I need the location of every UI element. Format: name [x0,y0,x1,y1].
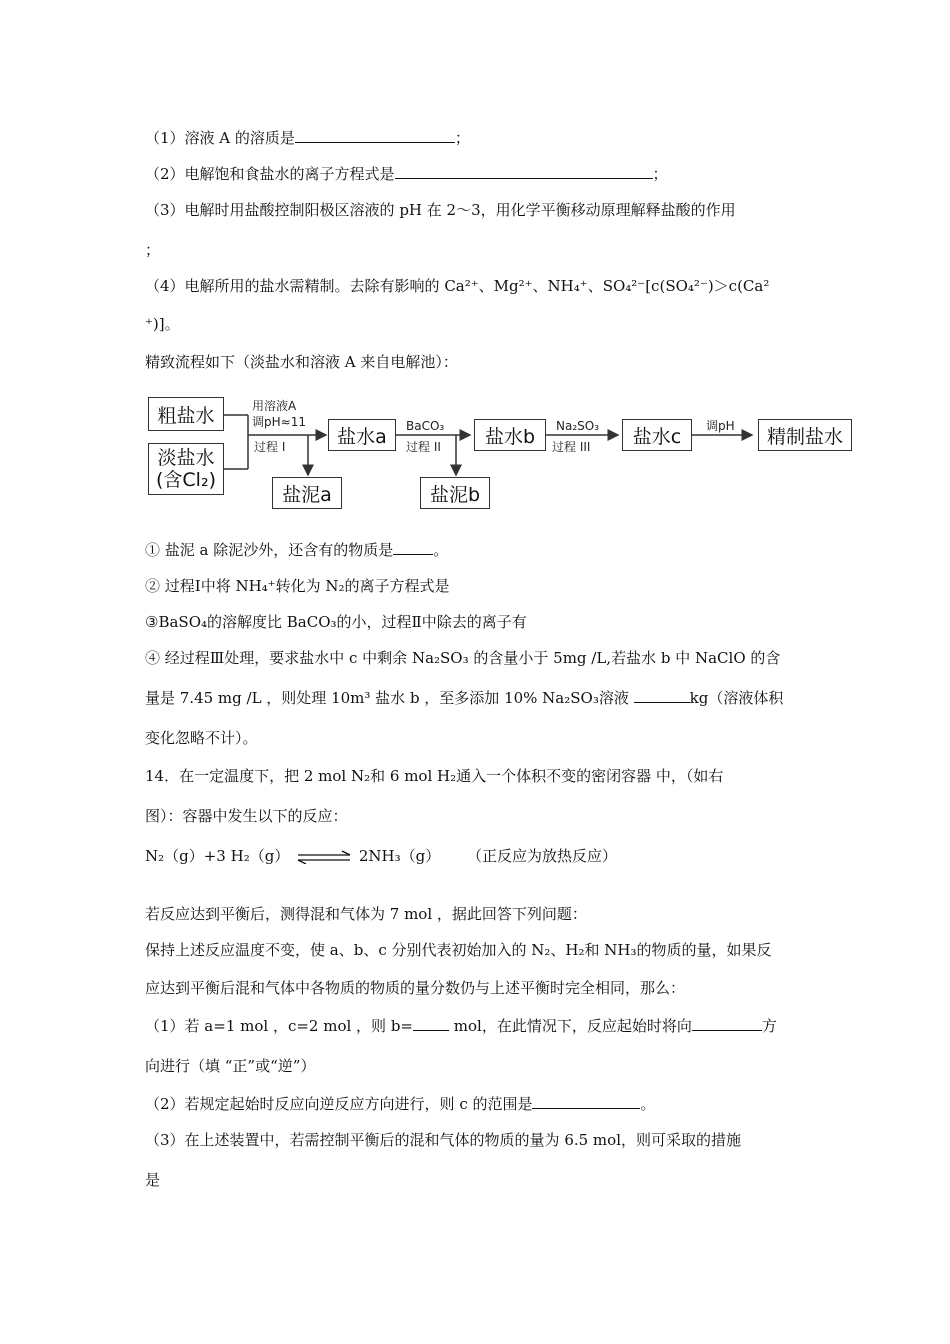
q14-setup-cont: 应达到平衡后混和气体中各物质的物质的量分数仍与上述平衡时完全相同，那么： [145,979,686,997]
answer-blank[interactable] [413,1016,449,1031]
q14-part3: （3）在上述装置中，若需控制平衡后的混和气体的物质的量为 6.5 mol，则可采取的措施 [145,1131,741,1149]
q13-part3-cont: ； [145,241,161,259]
step3-reagent: Na₂SO₃ [556,419,600,433]
refined-brine-box: 精制盐水 [758,419,852,451]
q13-sub4-end: 变化忽略不计）。 [145,729,258,747]
mud-a-box: 盐泥a [272,477,342,509]
step1-label: 过程 I [254,440,286,454]
process-flow-diagram [138,385,858,520]
q14-part1: （1）若 a=1 mol ，c=2 mol ，则 b= mol，在此情况下，反应起始时将向 方 [145,1017,777,1035]
coarse-brine-box: 粗盐水 [148,397,224,431]
step4-label: 调pH [706,419,735,433]
answer-blank[interactable] [295,128,455,143]
answer-blank[interactable] [692,1016,762,1031]
step2-label: 过程 II [406,440,441,454]
q13-sub4: ④ 经过程Ⅲ处理，要求盐水中 c 中剩余 Na₂SO₃ 的含量小于 5mg /L,若盐水 b 中 NaClO 的含 [145,649,781,667]
q14-equation: N₂（g）+3 H₂（g） 2NH₃（g） （正反应为放热反应） [145,847,618,865]
q13-part4-cont: ⁺)]。 [145,315,180,333]
step3-label: 过程 III [552,440,591,454]
q14-stem-cont: 图）：容器中发生以下的反应： [145,807,348,825]
q13-sub1: ① 盐泥 a 除泥沙外，还含有的物质是 。 [145,541,449,559]
q14-stem: 14．在一定温度下，把 2 mol N₂和 6 mol H₂通入一个体积不变的密闭容器 中，（如右 [145,767,724,785]
q13-part1: （1）溶液 A 的溶质是 ； [145,129,470,147]
q14-part3-cont: 是 [145,1171,161,1189]
answer-blank[interactable] [393,540,433,555]
q14-part1-cont: 向进行（填 “正”或“逆”） [145,1057,316,1075]
flow-intro: 精致流程如下（淡盐水和溶液 A 来自电解池）： [145,353,458,371]
answer-blank[interactable] [395,164,653,179]
q14-setup: 保持上述反应温度不变，使 a、b、c 分别代表初始加入的 N₂、H₂和 NH₃的物质的量，如果反 [145,941,772,959]
q13-part4: （4）电解所用的盐水需精制。去除有影响的 Ca²⁺、Mg²⁺、NH₄⁺、SO₄²⁻[c(SO₄²⁻)＞c(Ca² [145,277,770,295]
q13-sub4-cont: 量是 7.45 mg /L ，则处理 10m³ 盐水 b ，至多添加 10% Na₂SO₃溶液 kg（溶液体积 [145,689,784,707]
brine-c-box: 盐水c [622,419,692,451]
light-brine-box: 淡盐水 (含Cl₂) [148,443,224,495]
brine-b-box: 盐水b [474,419,546,451]
mud-b-box: 盐泥b [420,477,490,509]
q14-part2: （2）若规定起始时反应向逆反应方向进行，则 c 的范围是 。 [145,1095,656,1113]
flow-arrows [138,385,858,520]
equilibrium-arrow-icon [296,850,352,864]
brine-a-box: 盐水a [328,419,396,451]
answer-blank[interactable] [532,1094,640,1109]
q13-sub3: ③BaSO₄的溶解度比 BaCO₃的小，过程Ⅱ中除去的离子有 [145,613,527,631]
answer-blank[interactable] [634,688,690,703]
step2-reagent: BaCO₃ [406,419,445,433]
q13-sub2: ② 过程Ⅰ中将 NH₄⁺转化为 N₂的离子方程式是 [145,577,450,595]
q13-part2: （2）电解饱和食盐水的离子方程式是 ； [145,165,668,183]
step1-reagent: 用溶液A [252,399,297,413]
q13-part3: （3）电解时用盐酸控制阳极区溶液的 pH 在 2～3，用化学平衡移动原理解释盐酸的作用 [145,201,736,219]
step1-condition: 调pH≈11 [252,415,306,429]
q14-condition: 若反应达到平衡后，测得混和气体为 7 mol ，据此回答下列问题： [145,905,587,923]
